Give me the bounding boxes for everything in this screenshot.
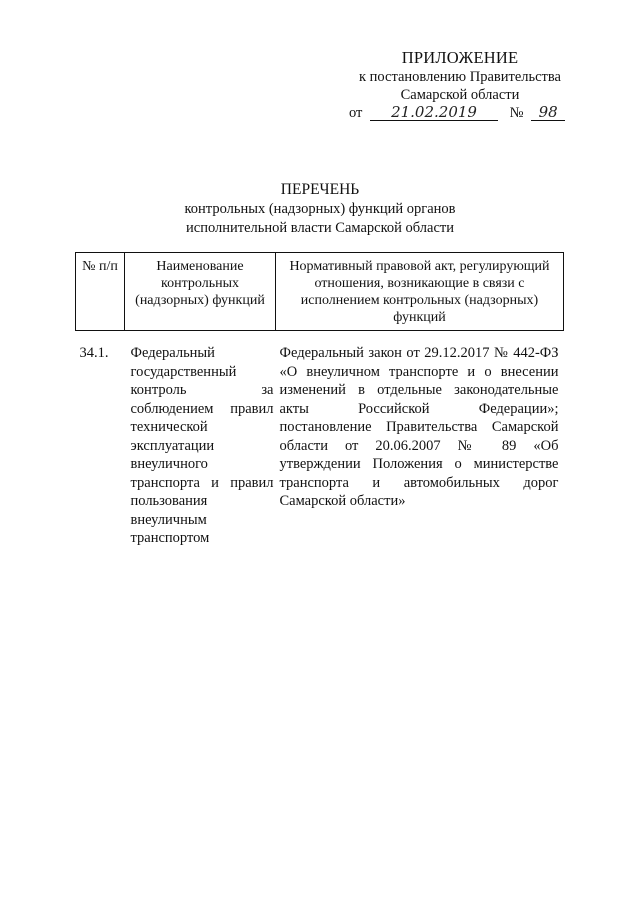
document-heading [150,180,490,238]
resolution-date-line [349,104,565,122]
date-prefix: от [349,105,363,121]
header-number: № п/п [76,253,125,331]
row-legal-act: Федеральный закон от 29.12.2017 № 442-ФЗ «О внеуличном транспорте и о внесении изменений в отдельные законодательные акты Российской Федерации»; постановление Правительства Самарской области от 20.06.2007 № 89 «Об утверждении Положения о министерстве транспорта и автомобильных дорог Самарской области» [279,345,559,509]
header-function-name: Наименование контрольных (надзорных) функций [125,253,276,331]
table-header-row [76,253,564,331]
appendix-title: ПРИЛОЖЕНИЕ [401,48,519,67]
table-row [76,344,564,548]
document-subtitle-line-1: контрольных (надзорных) функций органов [184,201,456,217]
table-spacer [76,331,564,345]
appendix-block [330,48,590,104]
row-number: 34.1. [79,345,109,361]
document-title: ПЕРЕЧЕНЬ [280,181,360,198]
header-legal-act: Нормативный правовой акт, регулирующий отношения, возникающие в связи с исполнением контрольных (надзорных) функций [276,253,564,331]
appendix-line-2: Самарской области [400,87,520,103]
row-function-name: Федеральный государственный контроль за соблюдением правил технической эксплуатации внеуличного транспорта и правил пользования внеуличным транспортом [130,345,274,546]
document-subtitle-line-2: исполнительной власти Самарской области [186,220,454,236]
handwritten-date: 21.02.2019 [370,104,498,121]
handwritten-number: 98 [531,104,565,121]
functions-table [75,252,564,548]
number-prefix: № [509,105,524,121]
appendix-line-1: к постановлению Правительства [359,69,561,85]
